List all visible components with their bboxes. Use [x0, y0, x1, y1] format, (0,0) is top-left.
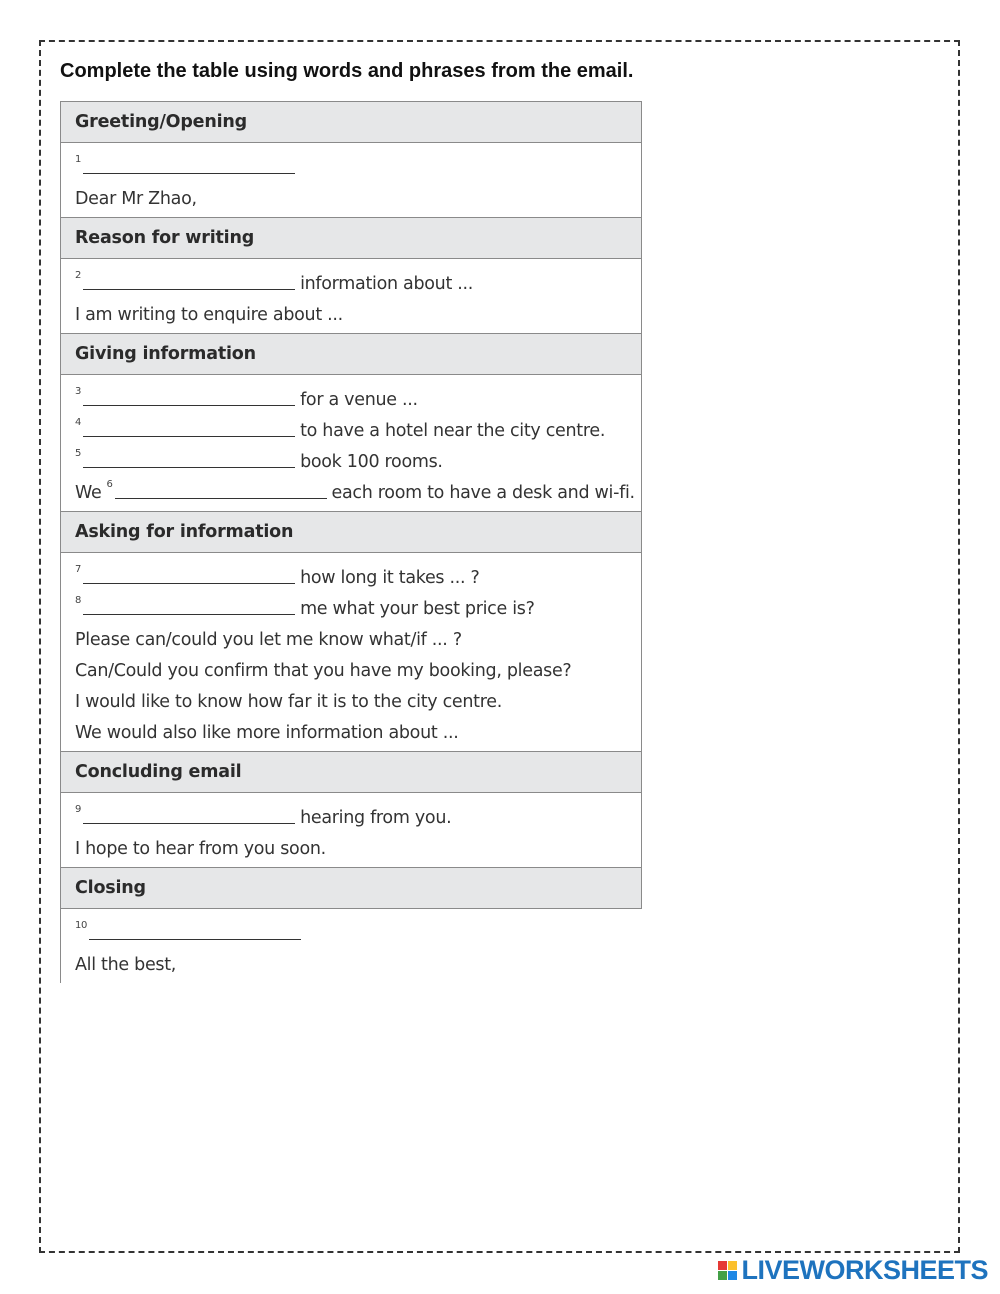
- blank-number: 4: [75, 417, 82, 428]
- table-row: [75, 296, 641, 327]
- phrase-text: I am writing to enquire about ...: [75, 305, 343, 325]
- section-body: [60, 793, 642, 867]
- section-heading: Greeting/Opening: [60, 101, 642, 143]
- section-heading: Giving information: [60, 333, 642, 375]
- table-row: [75, 683, 641, 714]
- section-body: [60, 553, 642, 751]
- answer-blank[interactable]: [83, 172, 295, 174]
- logo-square: [718, 1271, 727, 1280]
- table-row: [75, 559, 641, 590]
- phrase-text: for a venue ...: [300, 390, 418, 410]
- table-row: [75, 381, 641, 412]
- section-heading: Reason for writing: [60, 217, 642, 259]
- phrase-text: I hope to hear from you soon.: [75, 839, 326, 859]
- blank-number: 1: [75, 154, 82, 165]
- blank-number: 10: [75, 920, 88, 931]
- table-row: [75, 714, 641, 745]
- answer-blank[interactable]: [83, 613, 295, 615]
- table-row: [75, 946, 642, 977]
- logo-square: [718, 1261, 727, 1270]
- section-heading: Asking for information: [60, 511, 642, 553]
- phrase-text: to have a hotel near the city centre.: [300, 421, 606, 441]
- table-row: [75, 590, 641, 621]
- section-body: [60, 909, 642, 983]
- table-row: [75, 474, 641, 505]
- table-row: [75, 652, 641, 683]
- answer-blank[interactable]: [89, 938, 301, 940]
- section-heading: Concluding email: [60, 751, 642, 793]
- logo-text: LIVEWORKSHEETS: [741, 1254, 988, 1285]
- phrase-text: how long it takes ... ?: [300, 568, 480, 588]
- blank-number: 9: [75, 804, 82, 815]
- phrase-text: hearing from you.: [300, 808, 452, 828]
- phrase-table: [60, 101, 642, 983]
- section-heading: Closing: [60, 867, 642, 909]
- table-row: [75, 443, 641, 474]
- instruction-heading: Complete the table using words and phrases from the email.: [60, 60, 634, 82]
- answer-blank[interactable]: [83, 822, 295, 824]
- phrase-text: Can/Could you confirm that you have my booking, please?: [75, 661, 572, 681]
- section-body: [60, 143, 642, 217]
- phrase-text: information about ...: [300, 274, 474, 294]
- phrase-text: I would like to know how far it is to the city centre.: [75, 692, 502, 712]
- blank-number: 3: [75, 386, 82, 397]
- blank-number: 2: [75, 270, 82, 281]
- blank-number: 8: [75, 595, 82, 606]
- logo-square: [728, 1261, 737, 1270]
- phrase-text: book 100 rooms.: [300, 452, 443, 472]
- answer-blank[interactable]: [83, 466, 295, 468]
- table-row: [75, 621, 641, 652]
- phrase-text: All the best,: [75, 955, 177, 975]
- section-body: [60, 375, 642, 511]
- table-row: [75, 412, 641, 443]
- table-row: [75, 799, 641, 830]
- table-row: [75, 149, 641, 180]
- phrase-text: We: [75, 483, 102, 503]
- answer-blank[interactable]: [83, 435, 295, 437]
- logo-square: [728, 1271, 737, 1280]
- table-row: [75, 915, 642, 946]
- table-row: [75, 265, 641, 296]
- answer-blank[interactable]: [83, 288, 295, 290]
- liveworksheets-logo: [718, 1254, 988, 1286]
- phrase-text: Please can/could you let me know what/if ... ?: [75, 630, 462, 650]
- phrase-text: We would also like more information about ...: [75, 723, 459, 743]
- blank-number: 7: [75, 564, 82, 575]
- answer-blank[interactable]: [115, 497, 327, 499]
- phrase-text: Dear Mr Zhao,: [75, 189, 197, 209]
- answer-blank[interactable]: [83, 582, 295, 584]
- blank-number: 6: [106, 479, 113, 490]
- section-body: [60, 259, 642, 333]
- phrase-text: me what your best price is?: [300, 599, 535, 619]
- table-row: [75, 180, 641, 211]
- blank-number: 5: [75, 448, 82, 459]
- phrase-text: each room to have a desk and wi-fi.: [331, 483, 635, 503]
- answer-blank[interactable]: [83, 404, 295, 406]
- logo-mark-icon: [718, 1261, 737, 1280]
- table-row: [75, 830, 641, 861]
